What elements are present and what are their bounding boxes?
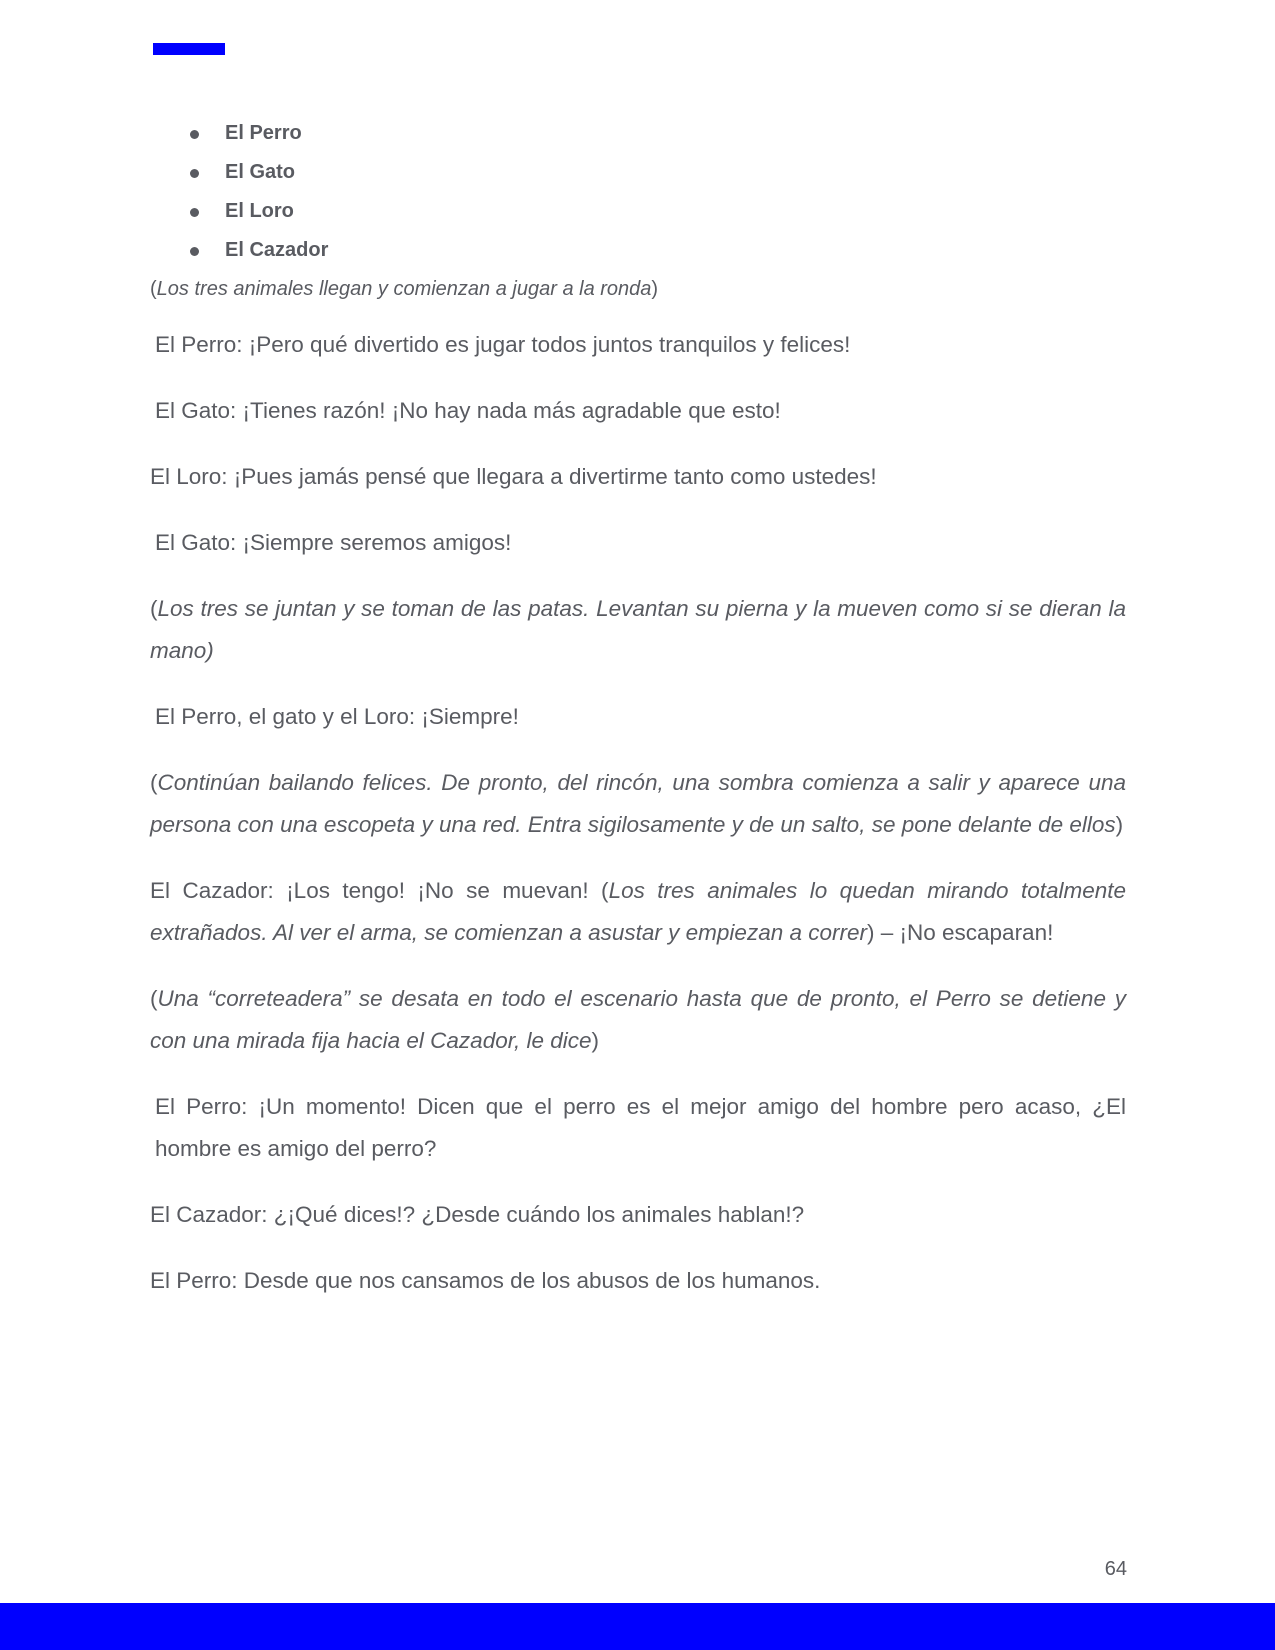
dialogue-line: El Perro, el gato y el Loro: ¡Siempre! (155, 704, 519, 729)
dialogue-line: El Gato: ¡Siempre seremos amigos! (155, 530, 512, 555)
cast-item (150, 157, 1126, 196)
bullet-icon (190, 130, 199, 139)
page-content (150, 118, 1126, 1326)
page-number: 64 (1104, 1558, 1127, 1580)
stage-direction: (Los tres se juntan y se toman de las patas. Levantan su pierna y la mueven como si se dieran la mano) (150, 596, 1126, 663)
stage-direction: (Los tres animales llegan y comienzan a jugar a la ronda) (150, 278, 659, 300)
cast-item (150, 118, 1126, 157)
dialogue-line: El Perro: ¡Pero qué divertido es jugar todos juntos tranquilos y felices! (155, 332, 851, 357)
stage-direction: (Continúan bailando felices. De pronto, del rincón, una sombra comienza a salir y aparece una persona con una escopeta y una red. Entra sigilosamente y de un salto, se pone delante de ellos) (150, 770, 1126, 837)
cast-item-label: El Cazador (225, 239, 329, 261)
footer-bar (0, 1603, 1275, 1650)
dialogue-line: El Perro: ¡Un momento! Dicen que el perro es el mejor amigo del hombre pero acaso, ¿El hombre es amigo del perro? (155, 1094, 1126, 1161)
cast-list (150, 118, 1126, 274)
cast-item-label: El Perro (225, 122, 302, 144)
cast-item-label: El Gato (225, 161, 296, 183)
dialogue-line: El Gato: ¡Tienes razón! ¡No hay nada más agradable que esto! (155, 398, 781, 423)
dialogue-line: El Loro: ¡Pues jamás pensé que llegara a divertirme tanto como ustedes! (150, 464, 877, 489)
stage-direction: (Una “correteadera” se desata en todo el escenario hasta que de pronto, el Perro se detiene y con una mirada fija hacia el Cazador, le dice) (150, 986, 1126, 1053)
cast-item (150, 196, 1126, 235)
dialogue-line: El Cazador: ¿¡Qué dices!? ¿Desde cuándo los animales hablan!? (150, 1202, 805, 1227)
bullet-icon (190, 208, 199, 217)
top-accent-bar (153, 43, 225, 55)
dialogue-line: El Perro: Desde que nos cansamos de los abusos de los humanos. (150, 1268, 821, 1293)
cast-item-label: El Loro (225, 200, 294, 222)
dialogue-line: El Cazador: ¡Los tengo! ¡No se muevan! (Los tres animales lo quedan mirando totalmente extrañados. Al ver el arma, se comienzan a asustar y empiezan a correr) – ¡No escaparan! (150, 878, 1127, 945)
cast-item (150, 235, 1126, 274)
bullet-icon (190, 169, 199, 178)
bullet-icon (190, 247, 199, 256)
